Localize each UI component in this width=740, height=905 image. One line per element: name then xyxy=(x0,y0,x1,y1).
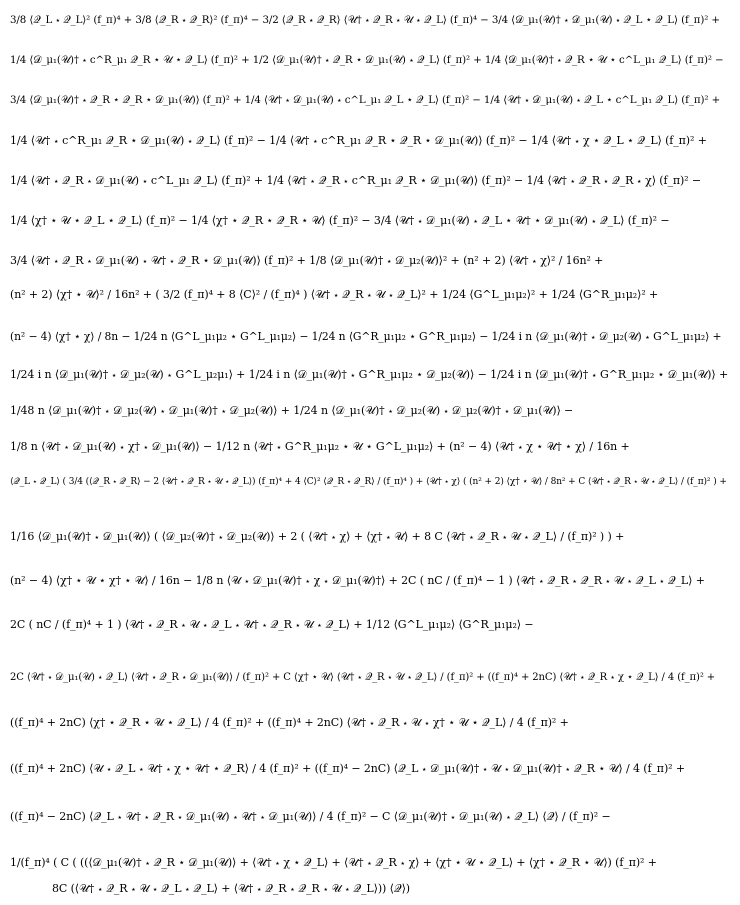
equation-line-15 xyxy=(10,560,732,602)
equation-text: 3/4 ⟨𝒟_μ₁(𝒰)† ⋆ 𝒬_R ⋆ 𝒬_R ⋆ 𝒟_μ₁(𝒰)⟩ (f_π)² + 1/4 ⟨𝒰† ⋆ 𝒟_μ₁(𝒰) ⋆ c^L_μ₁ 𝒬_L ⋆ 𝒬_L⟩ (f_π)² − 1/4 ⟨𝒰† ⋆ 𝒟_μ₁(𝒰) ⋆ 𝒬_L ⋆ c^L_μ₁ 𝒬_L⟩ (f_π)² + xyxy=(10,94,721,107)
equation-text: (n² − 4) ⟨χ† ⋆ 𝒰 ⋆ χ† ⋆ 𝒰⟩ / 16n − 1/8 n ⟨𝒰 ⋆ 𝒟_μ₁(𝒰)† ⋆ χ ⋆ 𝒟_μ₁(𝒰)†⟩ + 2C ( nC / (f_π)⁴ − 1 ) ⟨𝒰† ⋆ 𝒬_R ⋆ 𝒬_R ⋆ 𝒰 ⋆ 𝒬_L ⋆ 𝒬_L⟩ + xyxy=(10,573,705,587)
equation-text: 1/4 ⟨χ† ⋆ 𝒰 ⋆ 𝒬_L ⋆ 𝒬_L⟩ (f_π)² − 1/4 ⟨χ† ⋆ 𝒬_R ⋆ 𝒬_R ⋆ 𝒰⟩ (f_π)² − 3/4 ⟨𝒰† ⋆ 𝒟_μ₁(𝒰) ⋆ 𝒬_L ⋆ 𝒰† ⋆ 𝒟_μ₁(𝒰) ⋆ 𝒬_L⟩ (f_π)² − xyxy=(10,213,670,227)
equation-text: 1/16 ⟨𝒟_μ₁(𝒰)† ⋆ 𝒟_μ₁(𝒰)⟩ ( ⟨𝒟_μ₂(𝒰)† ⋆ 𝒟_μ₂(𝒰)⟩ + 2 ( ⟨𝒰† ⋆ χ⟩ + ⟨χ† ⋆ 𝒰⟩ + 8 C ⟨𝒰† ⋆ 𝒬_R ⋆ 𝒰 ⋆ 𝒬_L⟩ / (f_π)² ) ) + xyxy=(10,529,625,543)
equation-text: 2C ⟨𝒰† ⋆ 𝒟_μ₁(𝒰) ⋆ 𝒬_L⟩ ⟨𝒰† ⋆ 𝒬_R ⋆ 𝒟_μ₁(𝒰)⟩ / (f_π)² + C ⟨χ† ⋆ 𝒰⟩ ⟨𝒰† ⋆ 𝒬_R ⋆ 𝒰 ⋆ 𝒬_L⟩ / (f_π)² + ((f_π)⁴ + 2nC) ⟨𝒰† ⋆ 𝒬_R ⋆ χ ⋆ 𝒬_L⟩ / 4 (f_π)² + xyxy=(10,671,716,683)
equation-line-5 xyxy=(10,160,732,202)
equation-text: 1/4 ⟨𝒰† ⋆ 𝒬_R ⋆ 𝒟_μ₁(𝒰) ⋆ c^L_μ₁ 𝒬_L⟩ (f_π)² + 1/4 ⟨𝒰† ⋆ 𝒬_R ⋆ c^R_μ₁ 𝒬_R ⋆ 𝒟_μ₁(𝒰)⟩ (f_π)² − 1/4 ⟨𝒰† ⋆ 𝒬_R ⋆ 𝒬_R ⋆ χ⟩ (f_π)² − xyxy=(10,173,701,187)
equation-text: ((f_π)⁴ − 2nC) ⟨𝒬_L ⋆ 𝒰† ⋆ 𝒬_R ⋆ 𝒟_μ₁(𝒰) ⋆ 𝒰† ⋆ 𝒟_μ₁(𝒰)⟩ / 4 (f_π)² − C ⟨𝒟_μ₁(𝒰)† ⋆ 𝒟_μ₁(𝒰) ⋆ 𝒬_L⟩ ⟨𝒬⟩ / (f_π)² − xyxy=(10,809,611,823)
equation-line-18 xyxy=(10,702,732,744)
equation-text: 8C (⟨𝒰† ⋆ 𝒬_R ⋆ 𝒰 ⋆ 𝒬_L ⋆ 𝒬_L⟩ + ⟨𝒰† ⋆ 𝒬_R ⋆ 𝒬_R ⋆ 𝒰 ⋆ 𝒬_L⟩)) ⟨𝒬⟩) xyxy=(52,881,410,895)
equation-line-14 xyxy=(10,512,732,562)
equation-text: ⟨𝒬_L ⋆ 𝒬_L⟩ ( 3/4 (⟨𝒬_R ⋆ 𝒬_R⟩ − 2 ⟨𝒰† ⋆ 𝒬_R ⋆ 𝒰 ⋆ 𝒬_L⟩) (f_π)⁴ + 4 ⟨C⟩² ⟨𝒬_R ⋆ 𝒬_R⟩ / (f_π)⁴ ) + ⟨𝒰† ⋆ χ⟩ ( (n² + 2) ⟨χ† ⋆ 𝒰⟩ / 8n² + C ⟨𝒰† ⋆ 𝒬_R ⋆ 𝒰 ⋆ 𝒬_L⟩ / (f_π)² ) + xyxy=(10,477,727,488)
equation-line-22 xyxy=(52,873,732,905)
equation-text: 1/4 ⟨𝒰† ⋆ c^R_μ₁ 𝒬_R ⋆ 𝒟_μ₁(𝒰) ⋆ 𝒬_L⟩ (f_π)² − 1/4 ⟨𝒰† ⋆ c^R_μ₁ 𝒬_R ⋆ 𝒬_R ⋆ 𝒟_μ₁(𝒰)⟩ (f_π)² − 1/4 ⟨𝒰† ⋆ χ ⋆ 𝒬_L ⋆ 𝒬_L⟩ (f_π)² + xyxy=(10,133,707,147)
equation-text: ((f_π)⁴ + 2nC) ⟨𝒰 ⋆ 𝒬_L ⋆ 𝒰† ⋆ χ ⋆ 𝒰† ⋆ 𝒬_R⟩ / 4 (f_π)² + ((f_π)⁴ − 2nC) ⟨𝒬_L ⋆ 𝒟_μ₁(𝒰)† ⋆ 𝒰 ⋆ 𝒟_μ₁(𝒰)† ⋆ 𝒬_R ⋆ 𝒰⟩ / 4 (f_π)² + xyxy=(10,761,685,775)
equation-line-1 xyxy=(10,0,732,42)
equation-text: ((f_π)⁴ + 2nC) ⟨χ† ⋆ 𝒬_R ⋆ 𝒰 ⋆ 𝒬_L⟩ / 4 (f_π)² + ((f_π)⁴ + 2nC) ⟨𝒰† ⋆ 𝒬_R ⋆ 𝒰 ⋆ χ† ⋆ 𝒰 ⋆ 𝒬_L⟩ / 4 (f_π)² + xyxy=(10,715,569,729)
equation-line-3 xyxy=(10,80,732,122)
equation-line-19 xyxy=(10,748,732,790)
equation-text: (n² + 2) ⟨χ† ⋆ 𝒰⟩² / 16n² + ( 3/2 (f_π)⁴ + 8 ⟨C⟩² / (f_π)⁴ ) ⟨𝒰† ⋆ 𝒬_R ⋆ 𝒰 ⋆ 𝒬_L⟩² + 1/24 ⟨G^L_μ₁μ₂⟩² + 1/24 ⟨G^R_μ₁μ₂⟩² + xyxy=(10,287,659,301)
equation-line-4 xyxy=(10,120,732,162)
equation-text: 3/8 ⟨𝒬_L ⋆ 𝒬_L⟩² (f_π)⁴ + 3/8 ⟨𝒬_R ⋆ 𝒬_R⟩² (f_π)⁴ − 3/2 ⟨𝒬_R ⋆ 𝒬_R⟩ ⟨𝒰† ⋆ 𝒬_R ⋆ 𝒰 ⋆ 𝒬_L⟩ (f_π)⁴ − 3/4 ⟨𝒟_μ₁(𝒰)† ⋆ 𝒟_μ₁(𝒰) ⋆ 𝒬_L ⋆ 𝒬_L⟩ (f_π)² + xyxy=(10,14,720,27)
equation-line-20 xyxy=(10,796,732,838)
equation-text: 2C ( nC / (f_π)⁴ + 1 ) ⟨𝒰† ⋆ 𝒬_R ⋆ 𝒰 ⋆ 𝒬_L ⋆ 𝒰† ⋆ 𝒬_R ⋆ 𝒰 ⋆ 𝒬_L⟩ + 1/12 ⟨G^L_μ₁μ₂⟩ ⟨G^R_μ₁μ₂⟩ − xyxy=(10,617,534,631)
equation-text: 1/48 n ⟨𝒟_μ₁(𝒰)† ⋆ 𝒟_μ₂(𝒰) ⋆ 𝒟_μ₁(𝒰)† ⋆ 𝒟_μ₂(𝒰)⟩ + 1/24 n ⟨𝒟_μ₁(𝒰)† ⋆ 𝒟_μ₂(𝒰) ⋆ 𝒟_μ₂(𝒰)† ⋆ 𝒟_μ₁(𝒰)⟩ − xyxy=(10,403,574,417)
equation-text: 1/4 ⟨𝒟_μ₁(𝒰)† ⋆ c^R_μ₁ 𝒬_R ⋆ 𝒰 ⋆ 𝒬_L⟩ (f_π)² + 1/2 ⟨𝒟_μ₁(𝒰)† ⋆ 𝒬_R ⋆ 𝒟_μ₁(𝒰) ⋆ 𝒬_L⟩ (f_π)² + 1/4 ⟨𝒟_μ₁(𝒰)† ⋆ 𝒬_R ⋆ 𝒰 ⋆ c^L_μ₁ 𝒬_L⟩ (f_π)² − xyxy=(10,54,724,67)
equation-text: 1/24 i n ⟨𝒟_μ₁(𝒰)† ⋆ 𝒟_μ₂(𝒰) ⋆ G^L_μ₂μ₁⟩ + 1/24 i n ⟨𝒟_μ₁(𝒰)† ⋆ G^R_μ₁μ₂ ⋆ 𝒟_μ₂(𝒰)⟩ − 1/24 i n ⟨𝒟_μ₁(𝒰)† ⋆ G^R_μ₁μ₂ ⋆ 𝒟_μ₁(𝒰)⟩ + xyxy=(10,367,729,381)
equation-line-16 xyxy=(10,604,732,646)
equation-line-6 xyxy=(10,200,732,242)
equation-text: 1/(f_π)⁴ ( C ( ((⟨𝒟_μ₁(𝒰)† ⋆ 𝒬_R ⋆ 𝒟_μ₁(𝒰)⟩ + ⟨𝒰† ⋆ χ ⋆ 𝒬_L⟩ + ⟨𝒰† ⋆ 𝒬_R ⋆ χ⟩ + ⟨χ† ⋆ 𝒰 ⋆ 𝒬_L⟩ + ⟨χ† ⋆ 𝒬_R ⋆ 𝒰⟩) (f_π)² + xyxy=(10,855,657,869)
equation-line-17 xyxy=(10,656,732,698)
equation-text: 1/8 n ⟨𝒰† ⋆ 𝒟_μ₁(𝒰) ⋆ χ† ⋆ 𝒟_μ₁(𝒰)⟩ − 1/12 n ⟨𝒰† ⋆ G^R_μ₁μ₂ ⋆ 𝒰 ⋆ G^L_μ₁μ₂⟩ + (n² − 4) ⟨𝒰† ⋆ χ ⋆ 𝒰† ⋆ χ⟩ / 16n + xyxy=(10,439,630,453)
equation-line-2 xyxy=(10,40,732,82)
equation-text: 3/4 ⟨𝒰† ⋆ 𝒬_R ⋆ 𝒟_μ₁(𝒰) ⋆ 𝒰† ⋆ 𝒬_R ⋆ 𝒟_μ₁(𝒰)⟩ (f_π)² + 1/8 ⟨𝒟_μ₁(𝒰)† ⋆ 𝒟_μ₂(𝒰)⟩² + (n² + 2) ⟨𝒰† ⋆ χ⟩² / 16n² + xyxy=(10,253,604,267)
equation-text: (n² − 4) ⟨χ† ⋆ χ⟩ / 8n − 1/24 n ⟨G^L_μ₁μ₂ ⋆ G^L_μ₁μ₂⟩ − 1/24 n ⟨G^R_μ₁μ₂ ⋆ G^R_μ₁μ₂⟩ − 1/24 i n ⟨𝒟_μ₁(𝒰)† ⋆ 𝒟_μ₂(𝒰) ⋆ G^L_μ₁μ₂⟩ + xyxy=(10,330,722,344)
equation-line-8 xyxy=(10,270,732,320)
equation-line-9 xyxy=(10,316,732,358)
equation-line-13 xyxy=(10,458,732,508)
